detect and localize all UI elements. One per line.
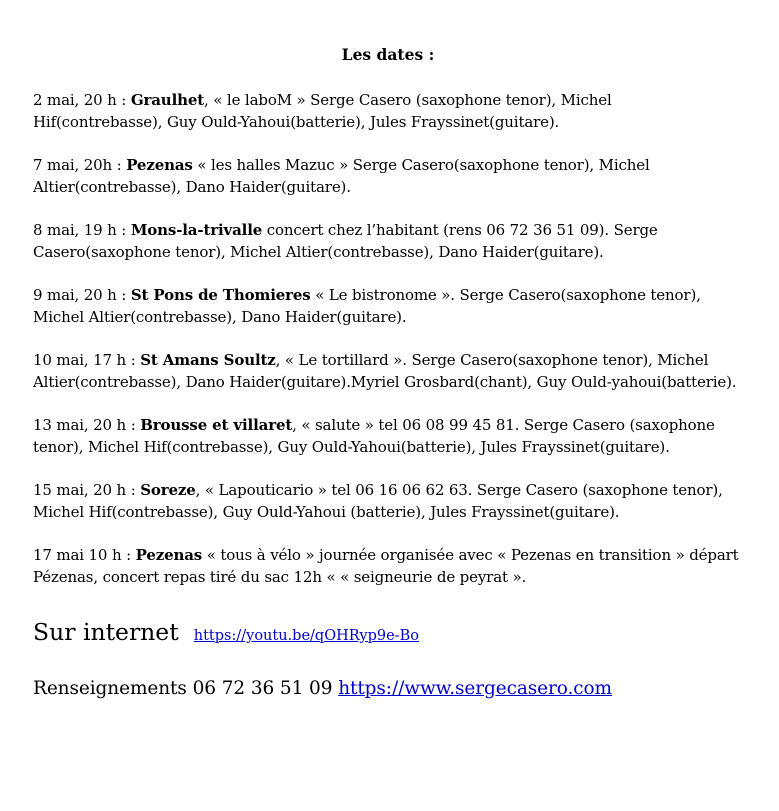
entry-place: Graulhet xyxy=(130,91,205,109)
concert-entry-5 xyxy=(33,349,743,393)
entry-place: Soreze xyxy=(140,481,196,499)
page-title: Les dates : xyxy=(341,45,435,64)
concert-entry-4 xyxy=(33,284,743,328)
youtube-link[interactable]: https://youtu.be/qOHRyp9e-Bo xyxy=(193,628,419,644)
entry-details: « les halles Mazuc » Serge Casero(saxophone tenor), Michel Altier(contrebasse), Dano Haider(guitare). xyxy=(33,156,650,196)
entry-details: , « Le tortillard ». Serge Casero(saxophone tenor), Michel Altier(contrebasse), Dano Haider(guitare).Myriel Grosbard(chant), Guy Ould-yahoui(batterie). xyxy=(33,351,737,391)
entry-date: 10 mai, 17 h : xyxy=(33,351,141,369)
concert-entry-8 xyxy=(33,544,743,588)
entry-date: 9 mai, 20 h : xyxy=(33,286,131,304)
concert-entry-2 xyxy=(33,154,743,198)
entry-date: 13 mai, 20 h : xyxy=(33,416,141,434)
entry-details: , « salute » tel 06 08 99 45 81. Serge Casero (saxophone tenor), Michel Hif(contrebasse), Guy Ould-Yahoui(batterie), Jules Frayssinet(guitare). xyxy=(33,416,715,456)
contact-label: Renseignements 06 72 36 51 09 xyxy=(33,678,339,699)
entry-date: 2 mai, 20 h : xyxy=(33,91,131,109)
entry-place: Brousse et villaret xyxy=(140,416,293,434)
entry-details: « tous à vélo » journée organisée avec « Pezenas en transition » départ Pézenas, concert repas tiré du sac 12h « « seigneurie de peyrat ». xyxy=(33,546,739,586)
entry-date: 8 mai, 19 h : xyxy=(33,221,131,239)
internet-label: Sur internet xyxy=(33,618,179,646)
concert-entry-3 xyxy=(33,219,743,263)
entry-place: St Amans Soultz xyxy=(140,351,276,369)
entry-date: 17 mai 10 h : xyxy=(33,546,136,564)
concert-entry-7 xyxy=(33,479,743,523)
entry-place: Pezenas xyxy=(135,546,203,564)
entry-details: , « Lapouticario » tel 06 16 06 62 63. Serge Casero (saxophone tenor), Michel Hif(contrebasse), Guy Ould-Yahoui (batterie), Jules Frayssinet(guitare). xyxy=(33,481,723,521)
concert-entry-6 xyxy=(33,414,743,458)
document-body xyxy=(33,44,743,704)
entry-place: Mons-la-trivalle xyxy=(130,221,263,239)
entry-date: 15 mai, 20 h : xyxy=(33,481,141,499)
entry-details: « Le bistronome ». Serge Casero(saxophone tenor), Michel Altier(contrebasse), Dano Haider(guitare). xyxy=(33,286,701,326)
entry-details: , « le laboM » Serge Casero (saxophone tenor), Michel Hif(contrebasse), Guy Ould-Yahoui(batterie), Jules Frayssinet(guitare). xyxy=(33,91,612,131)
entry-place: St Pons de Thomieres xyxy=(130,286,311,304)
entry-date: 7 mai, 20h : xyxy=(33,156,127,174)
contact-section xyxy=(33,674,743,704)
concert-entry-1 xyxy=(33,89,743,133)
entry-place: Pezenas xyxy=(126,156,193,174)
website-link[interactable]: https://www.sergecasero.com xyxy=(338,678,612,699)
entry-details: concert chez l’habitant (rens 06 72 36 51 09). Serge Casero(saxophone tenor), Michel Altier(contrebasse), Dano Haider(guitare). xyxy=(33,221,658,261)
internet-section xyxy=(33,615,743,649)
